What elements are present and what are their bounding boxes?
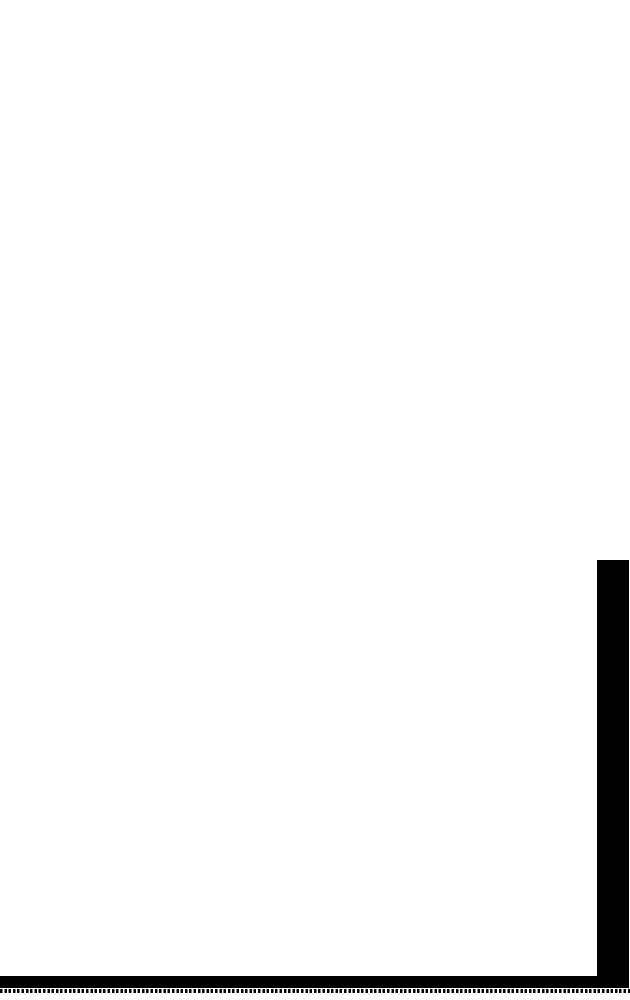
footer-horizontal-rule xyxy=(0,976,629,988)
right-edge-vertical-bar xyxy=(597,560,629,988)
footer-dotted-rule xyxy=(0,989,630,993)
